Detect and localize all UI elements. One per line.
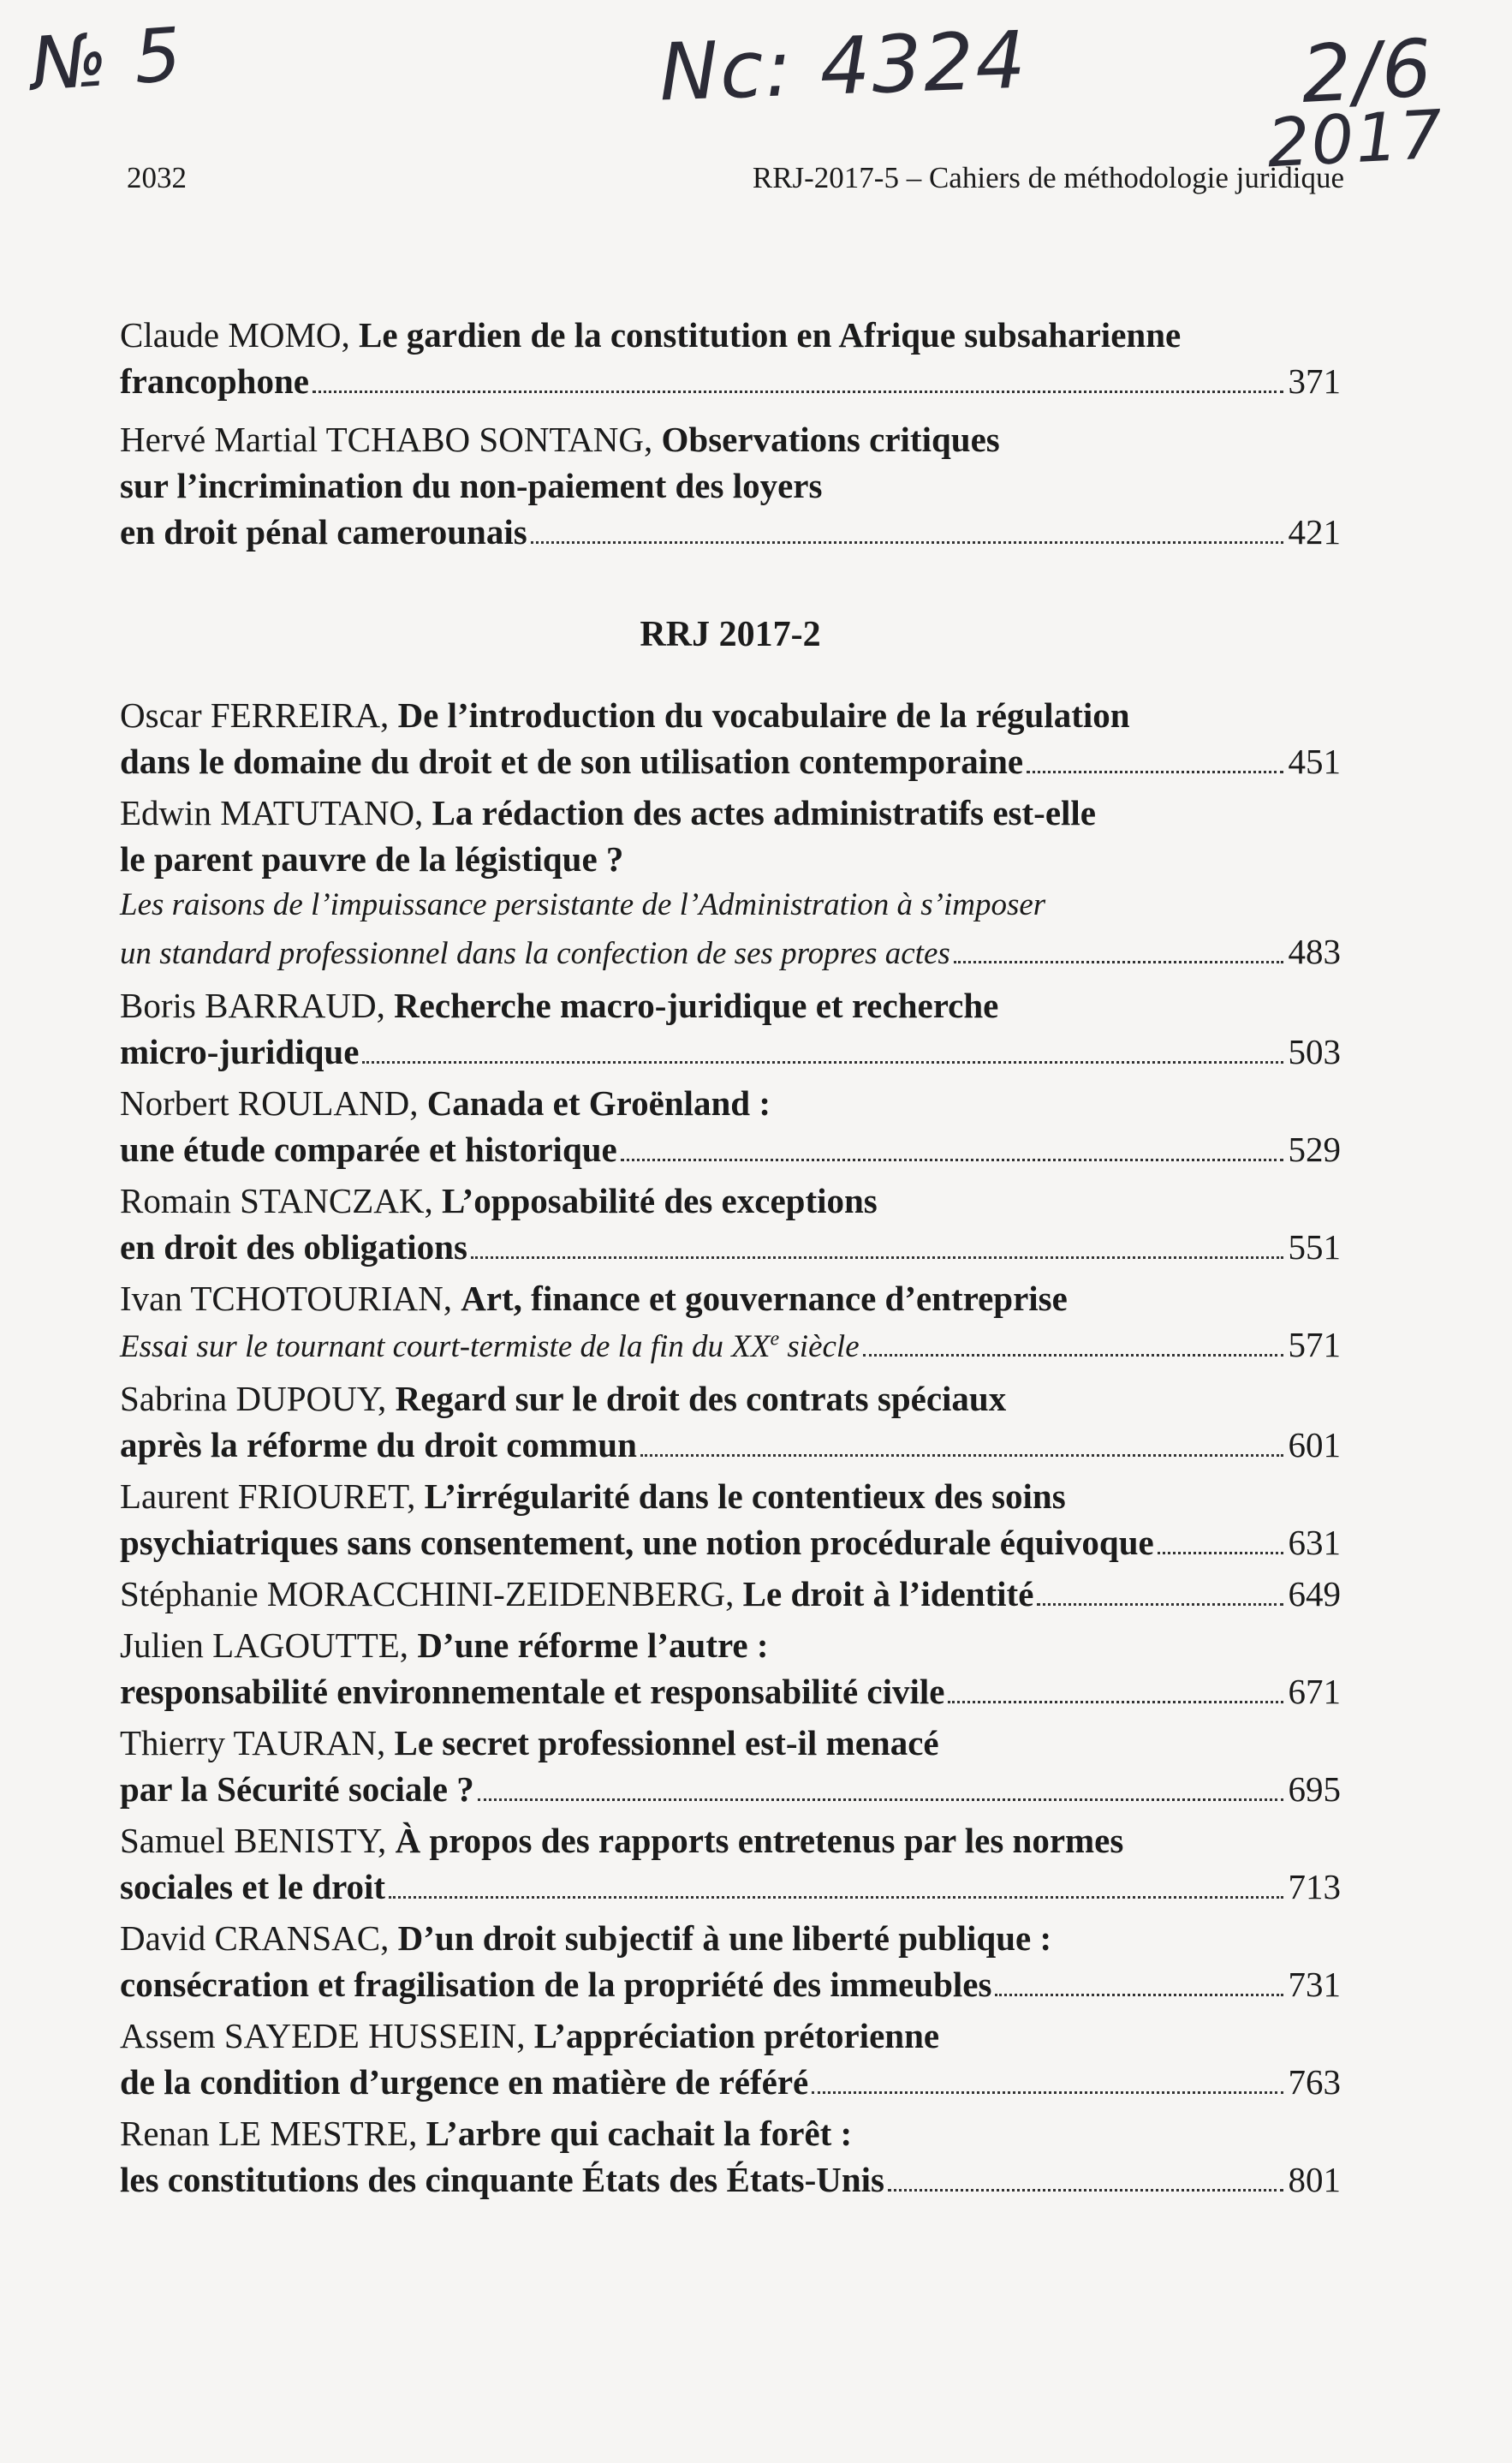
leader-dots — [362, 1061, 1283, 1064]
toc-entry-matutano — [120, 790, 1341, 977]
journal-title: RRJ-2017-5 – Cahiers de méthodologie juridique — [752, 161, 1344, 194]
toc-page: 503 — [1288, 1032, 1341, 1071]
leader-dots — [1158, 1552, 1283, 1554]
toc-entry-barraud — [120, 982, 1341, 1075]
toc-author: Sabrina DUPOUY, — [120, 1379, 396, 1418]
toc-title: Recherche macro-juridique et recherche — [394, 986, 999, 1025]
handwritten-year: 2017 — [1265, 96, 1446, 183]
toc-title: D’une réforme l’autre : — [417, 1625, 769, 1665]
toc-entry-tauran — [120, 1720, 1341, 1812]
toc-author: Julien LAGOUTTE, — [120, 1625, 418, 1665]
toc-entry-sayede-hussein — [120, 2013, 1341, 2105]
section-title: RRJ 2017-2 — [640, 615, 821, 654]
toc-title: Regard sur le droit des contrats spéciaux — [395, 1379, 1007, 1418]
toc-title: après la réforme du droit commun — [120, 1425, 637, 1464]
toc-author: Hervé Martial TCHABO SONTANG, — [120, 420, 662, 459]
toc-title: micro-juridique — [120, 1032, 360, 1071]
toc-subtitle: Les raisons de l’impuissance persistante de l’Administration à s’imposer — [120, 887, 1046, 922]
running-head — [127, 161, 1344, 195]
toc-page: 649 — [1288, 1574, 1341, 1613]
toc-entry-dupouy — [120, 1375, 1341, 1468]
toc-author: Oscar FERREIRA, — [120, 695, 398, 735]
toc-subtitle-text: Essai sur le tournant court-termiste de la fin du XX — [120, 1329, 771, 1364]
leader-dots — [948, 1701, 1283, 1703]
toc-entry-benisty — [120, 1817, 1341, 1910]
toc-title: L’irrégularité dans le contentieux des soins — [424, 1476, 1066, 1516]
toc-author: Thierry TAURAN, — [120, 1723, 395, 1762]
toc-title: de la condition d’urgence en matière de référé — [120, 2062, 809, 2102]
toc-author: Claude MOMO, — [120, 315, 360, 355]
toc-title: Le droit à l’identité — [742, 1574, 1034, 1613]
toc-title: dans le domaine du droit et de son utilisation contemporaine — [120, 742, 1024, 781]
toc-page: 371 — [1288, 361, 1341, 401]
toc-title: le parent pauvre de la légistique ? — [120, 839, 624, 879]
toc-page: 551 — [1288, 1227, 1341, 1267]
toc-title: D’un droit subjectif à une liberté publique : — [397, 1918, 1052, 1958]
toc-title: une étude comparée et historique — [120, 1130, 617, 1169]
toc-page: 483 — [1288, 932, 1341, 971]
handwritten-number: № 5 — [27, 11, 186, 109]
toc-title: Observations critiques — [661, 420, 1000, 459]
toc-title: psychiatriques sans consentement, une notion procédurale équivoque — [120, 1523, 1154, 1562]
toc-title: francophone — [120, 361, 309, 401]
leader-dots — [1027, 771, 1283, 773]
toc-entry-momo — [120, 312, 1341, 404]
leader-dots — [995, 1994, 1283, 1996]
toc-author: Norbert ROULAND, — [120, 1083, 427, 1123]
toc-title: La rédaction des actes administratifs est-elle — [432, 793, 1096, 832]
leader-dots — [313, 391, 1283, 393]
toc-page: 631 — [1288, 1523, 1341, 1562]
toc-author: Romain STANCZAK, — [120, 1181, 442, 1220]
toc-page: 451 — [1288, 742, 1341, 781]
toc-title: Art, finance et gouvernance d’entreprise — [461, 1279, 1068, 1318]
toc-entry-le-mestre — [120, 2110, 1341, 2203]
toc-page: 731 — [1288, 1965, 1341, 2004]
leader-dots — [863, 1354, 1283, 1357]
toc-author: Laurent FRIOURET, — [120, 1476, 425, 1516]
toc-page: 671 — [1288, 1672, 1341, 1711]
toc-page: 695 — [1288, 1769, 1341, 1809]
toc-author: Edwin MATUTANO, — [120, 793, 432, 832]
toc-title: L’opposabilité des exceptions — [441, 1181, 878, 1220]
toc-page: 801 — [1288, 2160, 1341, 2199]
leader-dots — [888, 2189, 1283, 2192]
leader-dots — [1037, 1603, 1283, 1606]
toc-title: Le gardien de la constitution en Afrique subsaharienne — [359, 315, 1182, 355]
toc-entry-stanczak — [120, 1178, 1341, 1270]
toc-title: Le secret professionnel est-il menacé — [394, 1723, 939, 1762]
toc-author: Renan LE MESTRE, — [120, 2114, 426, 2153]
toc-title: les constitutions des cinquante États des États-Unis — [120, 2160, 884, 2199]
table-of-contents — [120, 312, 1341, 2208]
toc-entry-rouland — [120, 1080, 1341, 1172]
toc-title: Canada et Groënland : — [426, 1083, 771, 1123]
toc-title: sur l’incrimination du non-paiement des loyers — [120, 466, 823, 505]
toc-title: L’arbre qui cachait la forêt : — [426, 2114, 853, 2153]
toc-page: 529 — [1288, 1130, 1341, 1169]
toc-page: 763 — [1288, 2062, 1341, 2102]
leader-dots — [471, 1256, 1283, 1259]
toc-author: Assem SAYEDE HUSSEIN, — [120, 2016, 534, 2055]
toc-subtitle-sup: e — [770, 1327, 780, 1351]
toc-title: responsabilité environnementale et responsabilité civile — [120, 1672, 945, 1711]
leader-dots — [478, 1798, 1283, 1801]
leader-dots — [954, 961, 1283, 963]
toc-author: Boris BARRAUD, — [120, 986, 395, 1025]
handwritten-nc: Nc: 4324 — [658, 14, 1029, 119]
toc-title: De l’introduction du vocabulaire de la régulation — [397, 695, 1130, 735]
toc-title: L’appréciation prétorienne — [533, 2016, 940, 2055]
toc-author: David CRANSAC, — [120, 1918, 398, 1958]
toc-title: en droit des obligations — [120, 1227, 467, 1267]
toc-entry-tchotourian — [120, 1275, 1341, 1370]
leader-dots — [389, 1896, 1283, 1899]
leader-dots — [621, 1159, 1283, 1161]
toc-subtitle-text: siècle — [779, 1329, 860, 1364]
leader-dots — [640, 1454, 1283, 1457]
toc-page: 601 — [1288, 1425, 1341, 1464]
toc-entry-cransac — [120, 1915, 1341, 2007]
page-number: 2032 — [127, 161, 187, 194]
toc-title: consécration et fragilisation de la propriété des immeubles — [120, 1965, 992, 2004]
toc-author: Ivan TCHOTOURIAN, — [120, 1279, 461, 1318]
toc-title: par la Sécurité sociale ? — [120, 1769, 474, 1809]
handwritten-fraction: 2/6 — [1299, 22, 1436, 121]
toc-title: sociales et le droit — [120, 1867, 386, 1906]
toc-page: 713 — [1288, 1867, 1341, 1906]
toc-entry-tchabo-sontang — [120, 416, 1341, 555]
toc-entry-moracchini-zeidenberg — [120, 1571, 1341, 1617]
toc-entry-lagoutte — [120, 1622, 1341, 1715]
toc-author: Stéphanie MORACCHINI-ZEIDENBERG, — [120, 1574, 743, 1613]
toc-subtitle — [120, 1324, 860, 1370]
toc-title: en droit pénal camerounais — [120, 512, 527, 552]
toc-entry-ferreira — [120, 692, 1341, 784]
leader-dots — [812, 2091, 1283, 2094]
toc-page: 421 — [1288, 512, 1341, 552]
toc-page: 571 — [1288, 1325, 1341, 1364]
toc-title: À propos des rapports entretenus par les normes — [395, 1821, 1124, 1860]
toc-entry-friouret — [120, 1473, 1341, 1565]
leader-dots — [531, 541, 1283, 544]
toc-subtitle: un standard professionnel dans la confection de ses propres actes — [120, 936, 950, 971]
toc-author: Samuel BENISTY, — [120, 1821, 396, 1860]
